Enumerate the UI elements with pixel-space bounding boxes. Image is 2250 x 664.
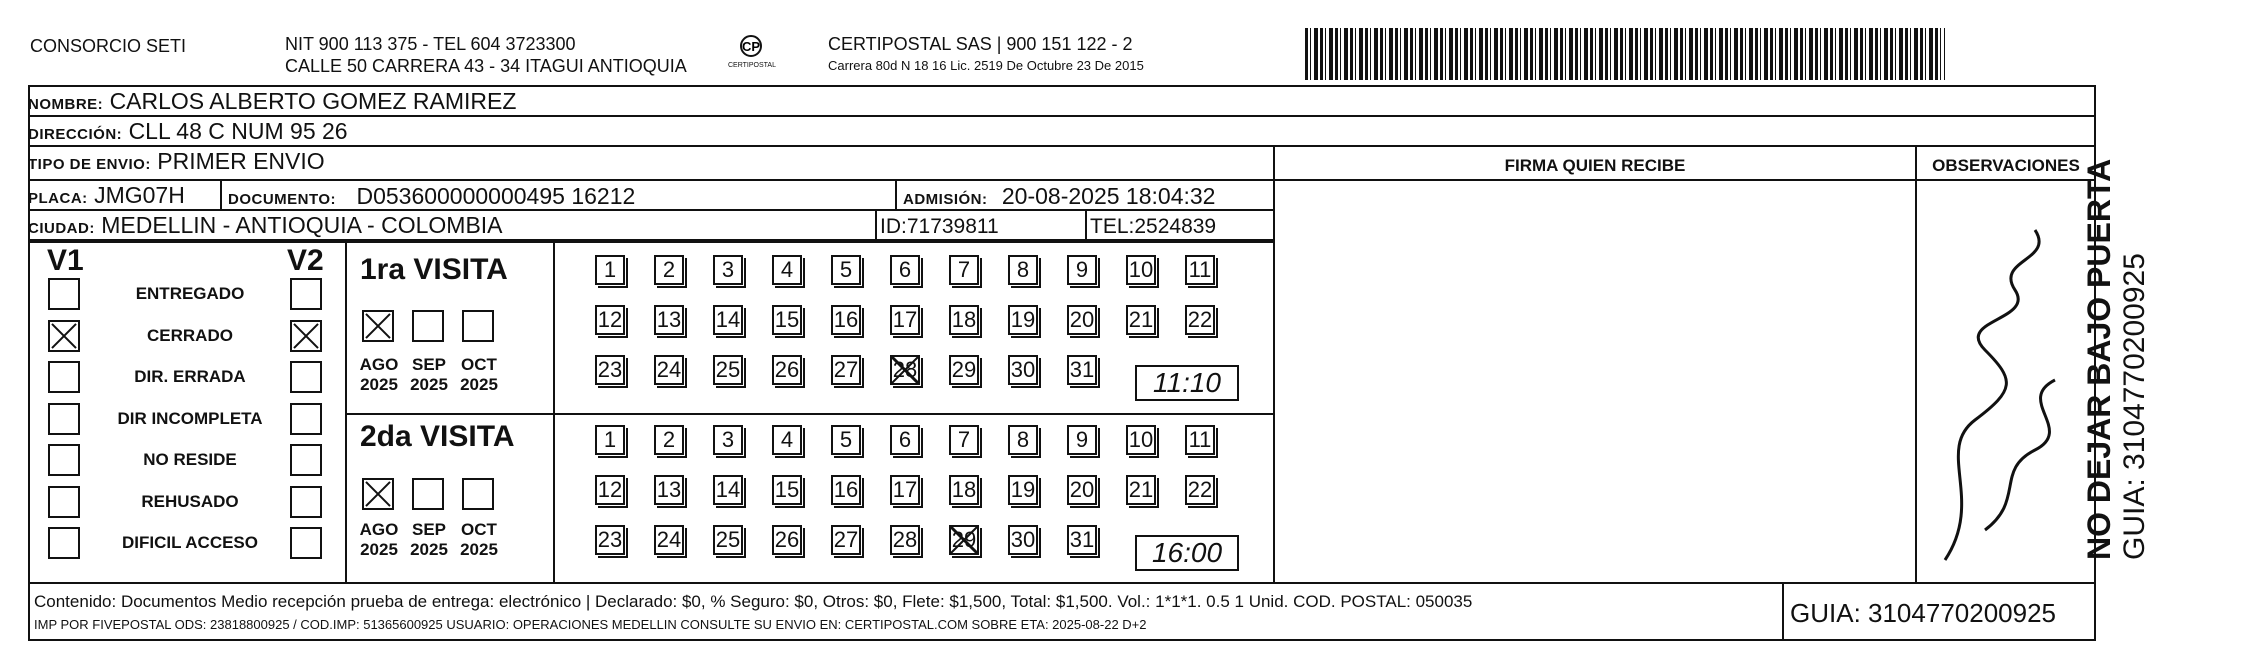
documento-field [228,182,635,214]
v1-checkbox-1[interactable] [48,320,80,352]
second-visit-day-1[interactable]: 1 [595,425,625,455]
footer-contenido: Contenido: Documentos Medio recepción prueba de entrega: electrónico | Declarado: $0, % Seguro: $0, Otros: $0, Flete: $1,500, Total: $1,500. Vol.: 1*1*1. 0.5 1 Unid. COD. POSTAL: 050035 [34,592,1473,611]
first-visit-day-11[interactable]: 11 [1185,255,1215,285]
direccion-value: CLL 48 C NUM 95 26 [128,118,348,144]
second-visit-day-4[interactable]: 4 [772,425,802,455]
id-field [880,215,999,239]
first-visit-day-6[interactable]: 6 [890,255,920,285]
second-visit-day-8[interactable]: 8 [1008,425,1038,455]
first-visit-day-18[interactable]: 18 [949,305,979,335]
first-visit-day-15[interactable]: 15 [772,305,802,335]
admision-label: ADMISIÓN: [903,191,988,208]
status-label: ENTREGADO [135,284,245,303]
second-visit-day-10[interactable]: 10 [1126,425,1156,455]
second-visit-day-12[interactable]: 12 [595,475,625,505]
second-visit-day-2[interactable]: 2 [654,425,684,455]
first-visit-day-7[interactable]: 7 [949,255,979,285]
second-visit-day-16[interactable]: 16 [831,475,861,505]
id-value: 71739811 [906,215,999,238]
second-visit-day-23[interactable]: 23 [595,525,625,555]
status-label: DIR INCOMPLETA [117,408,263,428]
first-visit-day-20[interactable]: 20 [1067,305,1097,335]
second-visit-month-checkbox[interactable] [462,478,494,510]
second-visit-title: 2da VISITA [360,420,515,453]
first-visit-day-22[interactable]: 22 [1185,305,1215,335]
v1-checkbox-3[interactable] [48,403,80,435]
first-visit-month-checkbox[interactable] [362,310,394,342]
month-year: 2025 [460,540,498,559]
signature-scribble [1925,200,2085,580]
first-visit-day-29[interactable]: 29 [949,355,979,385]
second-visit-month-checkbox[interactable] [412,478,444,510]
first-visit-title: 1ra VISITA [360,253,508,286]
documento-value: D053600000000495 16212 [356,183,636,209]
first-visit-day-2[interactable]: 2 [654,255,684,285]
first-visit-day-17[interactable]: 17 [890,305,920,335]
v1-header: V1 [47,244,84,277]
first-visit-day-24[interactable]: 24 [654,355,684,385]
second-visit-day-25[interactable]: 25 [713,525,743,555]
nombre-label: NOMBRE: [28,96,104,113]
second-visit-day-19[interactable]: 19 [1008,475,1038,505]
tel-label: TEL: [1090,215,1135,238]
month-name: OCT [461,355,497,374]
second-visit-day-31[interactable]: 31 [1067,525,1097,555]
barcode [1305,28,1945,80]
nit-line: NIT 900 113 375 - TEL 604 3723300 [285,34,576,54]
first-visit-month-checkbox[interactable] [462,310,494,342]
second-visit-day-30[interactable]: 30 [1008,525,1038,555]
second-visit-day-21[interactable]: 21 [1126,475,1156,505]
admision-field [903,182,1215,214]
first-visit-day-27[interactable]: 27 [831,355,861,385]
direccion-label: DIRECCIÓN: [28,126,123,143]
second-visit-day-22[interactable]: 22 [1185,475,1215,505]
first-visit-day-25[interactable]: 25 [713,355,743,385]
second-visit-day-18[interactable]: 18 [949,475,979,505]
direccion-row [28,117,2096,147]
month-year: 2025 [460,375,498,394]
footer-imp: IMP POR FIVEPOSTAL ODS: 23818800925 / COD.IMP: 51365600925 USUARIO: OPERACIONES MEDELLIN CONSULTE SU ENVIO EN: CERTIPOSTAL.COM SOBRE ETA: 2025-08-22 D+2 [34,617,1147,632]
month-year: 2025 [360,375,398,394]
nombre-row [28,87,2096,117]
address-line: CALLE 50 CARRERA 43 - 34 ITAGUI ANTIOQUIA [285,56,687,76]
first-visit-day-3[interactable]: 3 [713,255,743,285]
admision-value: 20-08-2025 18:04:32 [1001,183,1216,209]
first-visit-day-16[interactable]: 16 [831,305,861,335]
second-visit-day-20[interactable]: 20 [1067,475,1097,505]
first-visit-day-9[interactable]: 9 [1067,255,1097,285]
month-name: AGO [359,520,399,539]
first-visit-day-26[interactable]: 26 [772,355,802,385]
firma-header: FIRMA QUIEN RECIBE [1504,156,1686,175]
month-name: OCT [461,520,497,539]
ciudad-value: MEDELLIN - ANTIOQUIA - COLOMBIA [101,212,503,238]
second-visit-day-28[interactable]: 28 [890,525,920,555]
v2-header: V2 [287,244,324,277]
ciudad-row [28,211,1275,241]
side-line2: GUIA: 3104770200925 [2118,253,2151,560]
first-visit-day-5[interactable]: 5 [831,255,861,285]
second-visit-day-17[interactable]: 17 [890,475,920,505]
second-visit-day-9[interactable]: 9 [1067,425,1097,455]
placa-label: PLACA: [28,190,88,207]
second-visit-month-label [404,520,454,560]
second-visit-day-29[interactable]: 29 [949,525,979,555]
status-label: REHUSADO [141,491,239,511]
second-visit-day-11[interactable]: 11 [1185,425,1215,455]
second-visit-month-checkbox[interactable] [362,478,394,510]
observaciones-header: OBSERVACIONES [1932,156,2080,175]
svg-text:CP: CP [741,39,761,54]
month-year: 2025 [360,540,398,559]
second-visit-month-label [354,520,404,560]
first-visit-day-14[interactable]: 14 [713,305,743,335]
tipo-label: TIPO DE ENVIO: [28,156,151,173]
side-line1: NO DEJAR BAJO PUERTA [2081,158,2117,560]
v1-checkbox-0[interactable] [48,278,80,310]
first-visit-day-19[interactable]: 19 [1008,305,1038,335]
status-label: DIFICIL ACCESO [121,533,258,552]
tel-field [1090,215,1216,239]
month-name: SEP [411,355,447,374]
first-visit-month-label [354,355,404,395]
certipostal-line2: Carrera 80d N 18 16 Lic. 2519 De Octubre 23 De 2015 [828,58,1144,73]
side-text [2080,100,2152,560]
month-year: 2025 [410,375,448,394]
first-visit-time: 11:10 [1135,365,1239,401]
v1-checkbox-2[interactable] [48,361,80,393]
first-visit-month-checkbox[interactable] [412,310,444,342]
first-visit-day-28[interactable]: 28 [890,355,920,385]
tel-value: 2524839 [1134,215,1217,238]
month-year: 2025 [410,540,448,559]
second-visit-day-3[interactable]: 3 [713,425,743,455]
second-visit-day-26[interactable]: 26 [772,525,802,555]
first-visit-day-4[interactable]: 4 [772,255,802,285]
nombre-value: CARLOS ALBERTO GOMEZ RAMIREZ [109,88,517,114]
first-visit-month-label [404,355,454,395]
first-visit-day-13[interactable]: 13 [654,305,684,335]
first-visit-day-21[interactable]: 21 [1126,305,1156,335]
first-visit-day-1[interactable]: 1 [595,255,625,285]
v1-checkbox-6[interactable] [48,527,80,559]
ciudad-label: CIUDAD: [28,220,95,237]
first-visit-day-8[interactable]: 8 [1008,255,1038,285]
second-visit-day-6[interactable]: 6 [890,425,920,455]
logo-caption: CERTIPOSTAL [728,62,776,69]
second-visit-day-27[interactable]: 27 [831,525,861,555]
first-visit-day-23[interactable]: 23 [595,355,625,385]
status-label: DIR. ERRADA [134,367,246,386]
second-visit-day-13[interactable]: 13 [654,475,684,505]
first-visit-month-label [454,355,504,395]
second-visit-day-5[interactable]: 5 [831,425,861,455]
second-visit-day-14[interactable]: 14 [713,475,743,505]
company-name: CONSORCIO SETI [30,36,187,56]
second-visit-month-label [454,520,504,560]
status-label: NO RESIDE [143,450,237,469]
month-name: SEP [411,520,447,539]
month-name: AGO [359,355,399,374]
second-visit-day-7[interactable]: 7 [949,425,979,455]
certipostal-line1: CERTIPOSTAL SAS | 900 151 122 - 2 [828,34,1133,54]
second-visit-time: 16:00 [1135,535,1239,571]
second-visit-day-15[interactable]: 15 [772,475,802,505]
second-visit-day-24[interactable]: 24 [654,525,684,555]
first-visit-day-31[interactable]: 31 [1067,355,1097,385]
first-visit-day-10[interactable]: 10 [1126,255,1156,285]
id-label: ID: [880,215,907,238]
first-visit-day-12[interactable]: 12 [595,305,625,335]
tipo-value: PRIMER ENVIO [157,148,325,174]
first-visit-day-30[interactable]: 30 [1008,355,1038,385]
status-label: CERRADO [147,325,233,345]
v1-checkbox-4[interactable] [48,444,80,476]
footer-guia: GUIA: 3104770200925 [1790,598,2056,628]
placa-value: JMG07H [94,182,185,208]
v1-checkbox-5[interactable] [48,486,80,518]
certipostal-logo [736,34,766,64]
documento-label: DOCUMENTO: [228,191,337,208]
